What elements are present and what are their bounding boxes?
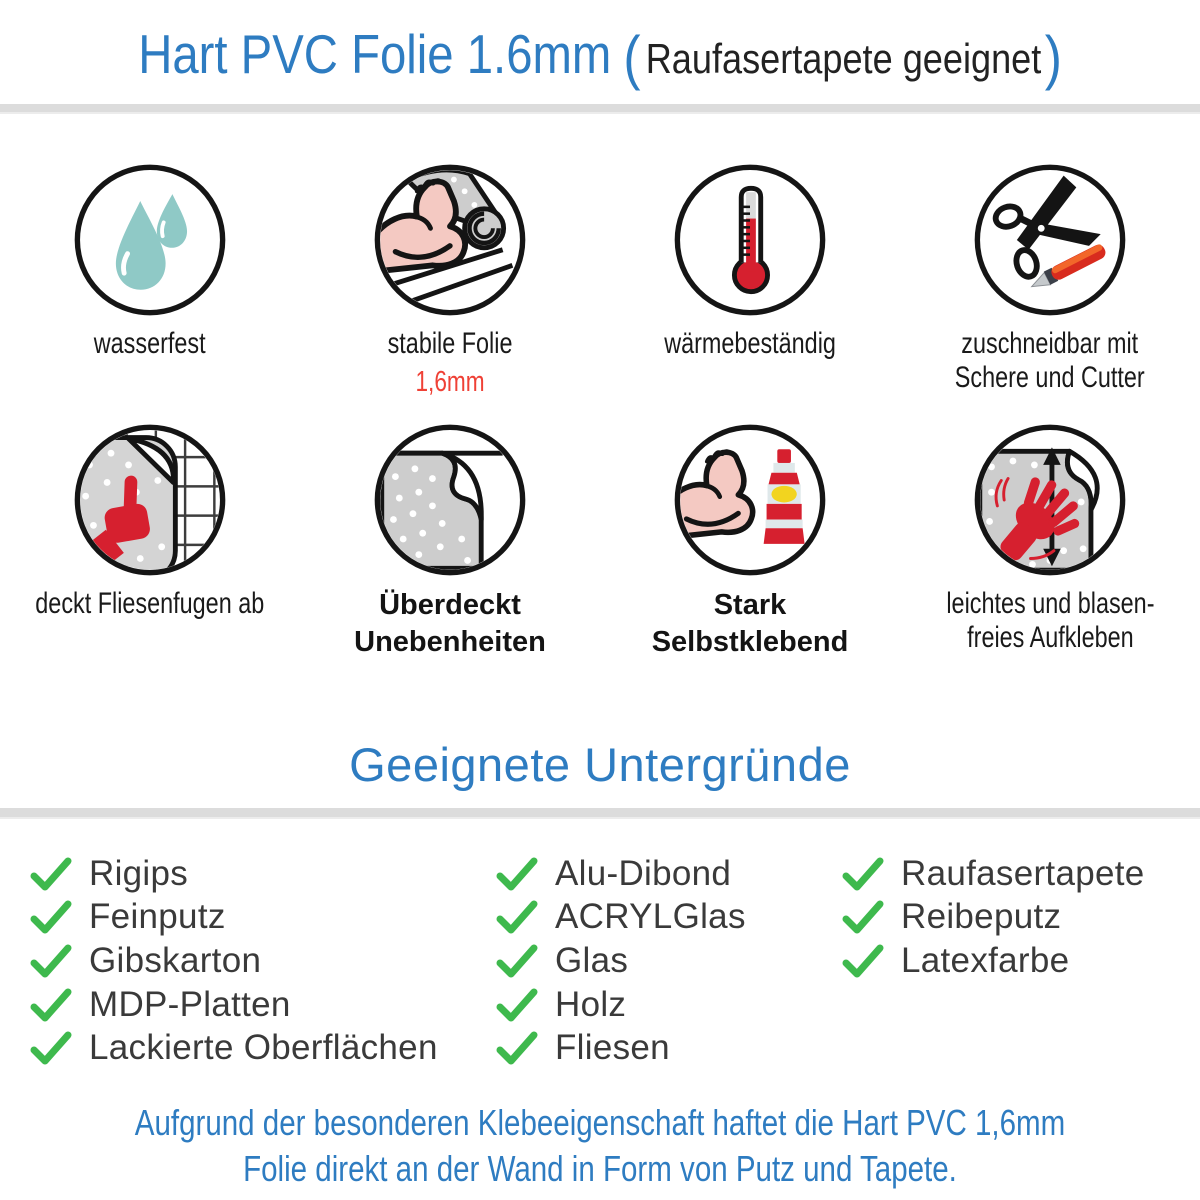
substrate-item: Holz: [496, 983, 746, 1027]
feature-wasserfest: [0, 162, 300, 399]
check-icon: [842, 944, 884, 978]
substrates-heading: Geeignete Untergründe: [349, 738, 851, 791]
footer-note: [0, 1100, 1200, 1192]
feature-label: wärmebeständig: [664, 327, 836, 360]
check-icon: [30, 857, 72, 891]
feature-zuschneidbar: [900, 162, 1200, 399]
footer-line: Aufgrund der besonderen Klebeeigenschaft haftet die Hart PVC 1,6mm: [134, 1102, 1066, 1143]
check-icon: [30, 1031, 72, 1065]
tile-joints-thumb-up-icon: [72, 422, 228, 578]
substrate-item: Reibeputz: [842, 896, 1145, 940]
water-drops-icon: [72, 162, 228, 318]
substrate-column-2: [496, 852, 746, 1070]
substrate-column-3: [842, 852, 1145, 983]
substrate-item: Feinputz: [30, 896, 438, 940]
muscle-arm-glue-tube-icon: [672, 422, 828, 578]
title-paren-close: ): [1044, 24, 1062, 91]
check-icon: [842, 857, 884, 891]
feature-row-2: [0, 422, 1200, 661]
substrate-item: ACRYLGlas: [496, 896, 746, 940]
substrate-column-1: [30, 852, 438, 1070]
feature-waermebestaendig: [600, 162, 900, 399]
feature-label: wasserfest: [94, 327, 206, 360]
feature-label: deckt Fliesenfugen ab: [35, 587, 265, 620]
title-note: Raufasertapete geeignet: [645, 35, 1042, 82]
scissors-and-cutter-icon: [972, 162, 1128, 318]
title-paren-open: (: [623, 24, 641, 91]
substrate-item: Fliesen: [496, 1026, 746, 1070]
check-icon: [496, 988, 538, 1022]
feature-label: stabile Folie 1,6mm: [387, 327, 513, 398]
divider-middle: [0, 808, 1200, 819]
feature-fliesenfugen: [0, 422, 300, 661]
foil-folded-corner-icon: [372, 422, 528, 578]
feature-label: leichtes und blasen- freies Aufkleben: [945, 587, 1155, 654]
title-main: Hart PVC Folie 1.6mm: [138, 23, 612, 85]
substrate-item: Gibskarton: [30, 939, 438, 983]
substrate-item: Glas: [496, 939, 746, 983]
divider-top: [0, 104, 1200, 114]
thermometer-icon: [672, 162, 828, 318]
substrate-item: Raufasertapete: [842, 852, 1145, 896]
feature-stabile-folie: [300, 162, 600, 399]
check-icon: [496, 900, 538, 934]
feature-selbstklebend: [600, 422, 900, 661]
substrate-item: MDP-Platten: [30, 983, 438, 1027]
check-icon: [30, 988, 72, 1022]
feature-row-1: [0, 162, 1200, 399]
check-icon: [30, 900, 72, 934]
check-icon: [496, 857, 538, 891]
check-icon: [496, 944, 538, 978]
feature-label: Überdeckt Unebenheiten: [354, 589, 546, 658]
substrate-item: Latexfarbe: [842, 939, 1145, 983]
check-icon: [30, 944, 72, 978]
feature-label: zuschneidbar mit Schere und Cutter: [955, 327, 1145, 394]
check-icon: [842, 900, 884, 934]
footer-line: Folie direkt an der Wand in Form von Putz und Tapete.: [243, 1148, 957, 1189]
page-title: [0, 22, 1200, 92]
substrate-item: Alu-Dibond: [496, 852, 746, 896]
muscle-arm-foil-roll-icon: [372, 162, 528, 318]
feature-sublabel-red: 1,6mm: [415, 366, 485, 398]
substrate-item: Rigips: [30, 852, 438, 896]
feature-unebenheiten: [300, 422, 600, 661]
hand-smoothing-foil-icon: [972, 422, 1128, 578]
feature-label: Stark Selbstklebend: [651, 589, 849, 658]
feature-blasenfrei: [900, 422, 1200, 661]
check-icon: [496, 1031, 538, 1065]
substrate-item: Lackierte Oberflächen: [30, 1026, 438, 1070]
